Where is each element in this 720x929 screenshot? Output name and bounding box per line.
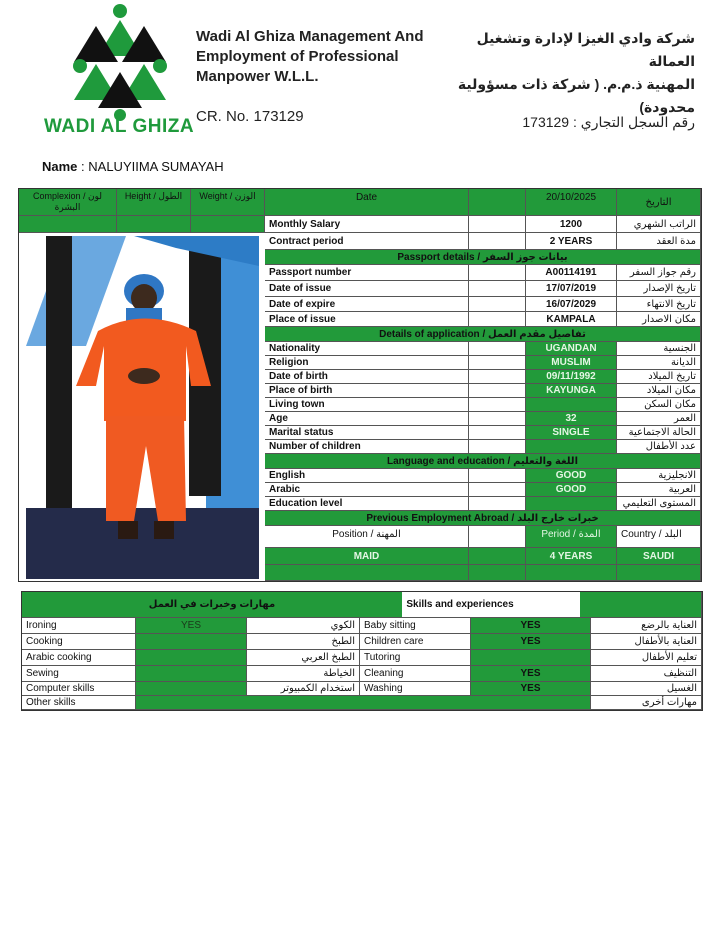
employment-empty-row-2 <box>469 565 526 581</box>
company-name-en-line3: Manpower W.L.L. <box>196 68 319 85</box>
name-label: Name <box>42 159 78 174</box>
company-name-en-line1: Wadi Al Ghiza Management And <box>196 28 424 45</box>
contract-period-label: Contract period <box>265 233 469 250</box>
ironing-label-ar: الكوي <box>247 618 360 634</box>
cooking-value <box>136 634 247 650</box>
date-of-birth-spacer <box>469 370 526 384</box>
monthly-salary-label: Monthly Salary <box>265 216 469 233</box>
employment-period-value: 4 YEARS <box>526 548 617 565</box>
contract-period-value: 2 YEARS <box>526 233 617 250</box>
weight-value <box>191 216 265 233</box>
application-section-header: Details of application / تفاصيل مقدم العمل <box>265 327 701 342</box>
education-level-label: Education level <box>265 497 469 511</box>
passport-number-label: Passport number <box>265 265 469 281</box>
computer-skills-label-ar: استخدام الكمبيوتر <box>247 682 360 696</box>
skills-header-fill <box>580 592 702 618</box>
washing-label-ar: الغسيل <box>591 682 702 696</box>
name-value: : NALUYIIMA SUMAYAH <box>81 159 224 174</box>
cooking-label: Cooking <box>22 634 136 650</box>
education-level-spacer <box>469 497 526 511</box>
other-skills-label: Other skills <box>22 696 136 710</box>
sewing-label: Sewing <box>22 666 136 682</box>
living-town-spacer <box>469 398 526 412</box>
height-header: Height / الطول <box>117 189 191 216</box>
passport-number-value: A00114191 <box>526 265 617 281</box>
company-name-en <box>196 27 424 87</box>
place-of-birth-label: Place of birth <box>265 384 469 398</box>
company-name-ar-line3: محدودة) <box>639 99 695 115</box>
religion-value: MUSLIM <box>526 356 617 370</box>
english-label-ar: الانجليزية <box>617 469 701 483</box>
date-of-birth-value: 09/11/1992 <box>526 370 617 384</box>
monthly-salary-label-ar: الراتب الشهري <box>617 216 701 233</box>
place-of-birth-label-ar: مكان الميلاد <box>617 384 701 398</box>
date-of-issue-value: 17/07/2019 <box>526 281 617 297</box>
logo-text: WADI AL GHIZA <box>44 116 195 137</box>
cleaning-value: YES <box>471 666 591 682</box>
candidate-name <box>42 159 224 174</box>
height-value <box>117 216 191 233</box>
ironing-value: YES <box>136 618 247 634</box>
passport-section-header: Passport details / بيانات جوز السفر <box>265 250 701 265</box>
date-label: Date <box>265 189 469 216</box>
contract-period-label-ar: مدة العقد <box>617 233 701 250</box>
computer-skills-value <box>136 682 247 696</box>
religion-spacer <box>469 356 526 370</box>
number-of-children-value <box>526 440 617 454</box>
children-care-label: Children care <box>360 634 471 650</box>
employment-empty-row-3 <box>526 565 617 581</box>
tutoring-label-ar: تعليم الأطفال <box>591 650 702 666</box>
tutoring-label: Tutoring <box>360 650 471 666</box>
education-level-label-ar: المستوى التعليمي <box>617 497 701 511</box>
age-label-ar: العمر <box>617 412 701 426</box>
education-level-value <box>526 497 617 511</box>
marital-status-label-ar: الحالة الاجتماعية <box>617 426 701 440</box>
place-of-issue-label-ar: مكان الاصدار <box>617 312 701 327</box>
monthly-salary-value: 1200 <box>526 216 617 233</box>
skills-header-ar: مهارات وخبرات في العمل <box>22 592 402 618</box>
date-of-issue-label: Date of issue <box>265 281 469 297</box>
cooking-label-ar: الطبخ <box>247 634 360 650</box>
arabic-value: GOOD <box>526 483 617 497</box>
date-of-birth-label: Date of birth <box>265 370 469 384</box>
date-value: 20/10/2025 <box>526 189 617 216</box>
place-of-issue-label: Place of issue <box>265 312 469 327</box>
religion-label: Religion <box>265 356 469 370</box>
place-of-birth-spacer <box>469 384 526 398</box>
arabic-cooking-label-ar: الطبخ العربي <box>247 650 360 666</box>
tutoring-value <box>471 650 591 666</box>
date-label-ar: التاريخ <box>617 189 701 216</box>
language-section-header: Language and education / اللغة والتعليم <box>265 454 701 469</box>
sewing-label-ar: الخياطة <box>247 666 360 682</box>
passport-number-label-ar: رقم جواز السفر <box>617 265 701 281</box>
english-value: GOOD <box>526 469 617 483</box>
other-skills-label-ar: مهارات أخرى <box>591 696 702 710</box>
skills-header-en: Skills and experiences <box>340 592 580 618</box>
number-of-children-label-ar: عدد الأطفال <box>617 440 701 454</box>
nationality-spacer <box>469 342 526 356</box>
employment-country-value: SAUDI <box>617 548 701 565</box>
nationality-label-ar: الجنسية <box>617 342 701 356</box>
date-of-expire-value: 16/07/2029 <box>526 297 617 312</box>
date-of-expire-spacer <box>469 297 526 312</box>
position-column-header: Position / المهنة <box>265 526 469 548</box>
weight-header: Weight / الوزن <box>191 189 265 216</box>
age-label: Age <box>265 412 469 426</box>
nationality-value: UGANDAN <box>526 342 617 356</box>
place-of-issue-value: KAMPALA <box>526 312 617 327</box>
cr-number-ar: رقم السجل التجاري : 173129 <box>522 114 695 130</box>
passport-number-spacer <box>469 265 526 281</box>
date-of-birth-label-ar: تاريخ الميلاد <box>617 370 701 384</box>
employment-section-header: Previous Employment Abroad / خبرات خارج البلد <box>265 511 701 526</box>
nationality-label: Nationality <box>265 342 469 356</box>
arabic-cooking-value <box>136 650 247 666</box>
living-town-label-ar: مكان السكن <box>617 398 701 412</box>
washing-value: YES <box>471 682 591 696</box>
country-column-header: Country / البلد <box>617 526 701 548</box>
ironing-label: Ironing <box>22 618 136 634</box>
children-care-value: YES <box>471 634 591 650</box>
washing-label: Washing <box>360 682 471 696</box>
logo-mark-icon <box>40 4 200 122</box>
cleaning-label-ar: التنظيف <box>591 666 702 682</box>
baby-sitting-label-ar: العناية بالرضع <box>591 618 702 634</box>
computer-skills-label: Computer skills <box>22 682 136 696</box>
english-label: English <box>265 469 469 483</box>
number-of-children-spacer <box>469 440 526 454</box>
arabic-cooking-label: Arabic cooking <box>22 650 136 666</box>
complexion-value <box>19 216 117 233</box>
cleaning-label: Cleaning <box>360 666 471 682</box>
arabic-label-ar: العربية <box>617 483 701 497</box>
place-of-issue-spacer <box>469 312 526 327</box>
children-care-label-ar: العناية بالأطفال <box>591 634 702 650</box>
company-name-ar <box>435 27 695 119</box>
date-of-issue-spacer <box>469 281 526 297</box>
marital-status-spacer <box>469 426 526 440</box>
age-spacer <box>469 412 526 426</box>
company-name-ar-line1: شركة وادي الغيزا لإدارة وتشغيل العمالة <box>476 30 695 69</box>
date-of-issue-label-ar: تاريخ الإصدار <box>617 281 701 297</box>
monthly-salary-spacer <box>469 216 526 233</box>
cr-number-en: CR. No. 173129 <box>196 108 304 125</box>
arabic-spacer <box>469 483 526 497</box>
living-town-label: Living town <box>265 398 469 412</box>
number-of-children-label: Number of children <box>265 440 469 454</box>
marital-status-label: Marital status <box>265 426 469 440</box>
company-name-en-line2: Employment of Professional <box>196 48 399 65</box>
living-town-value <box>526 398 617 412</box>
employment-empty-row-1 <box>265 565 469 581</box>
candidate-photo <box>26 236 259 579</box>
place-of-birth-value: KAYUNGA <box>526 384 617 398</box>
employment-spacer <box>469 548 526 565</box>
english-spacer <box>469 469 526 483</box>
arabic-label: Arabic <box>265 483 469 497</box>
employment-empty-row-4 <box>617 565 701 581</box>
position-column-spacer <box>469 526 526 548</box>
company-name-ar-line2: المهنية ذ.م.م. ( شركة ذات مسؤولية <box>457 76 695 92</box>
complexion-header: Complexion / لون البشرة <box>19 189 117 216</box>
other-skills-value <box>136 696 591 710</box>
date-of-expire-label: Date of expire <box>265 297 469 312</box>
period-column-header: Period / المدة <box>526 526 617 548</box>
sewing-value <box>136 666 247 682</box>
marital-status-value: SINGLE <box>526 426 617 440</box>
baby-sitting-value: YES <box>471 618 591 634</box>
baby-sitting-label: Baby sitting <box>360 618 471 634</box>
company-logo <box>40 4 200 138</box>
date-of-expire-label-ar: تاريخ الانتهاء <box>617 297 701 312</box>
religion-label-ar: الديانة <box>617 356 701 370</box>
date-spacer <box>469 189 526 216</box>
employment-position-value: MAID <box>265 548 469 565</box>
age-value: 32 <box>526 412 617 426</box>
candidate-photo-image <box>26 236 259 579</box>
contract-period-spacer <box>469 233 526 250</box>
